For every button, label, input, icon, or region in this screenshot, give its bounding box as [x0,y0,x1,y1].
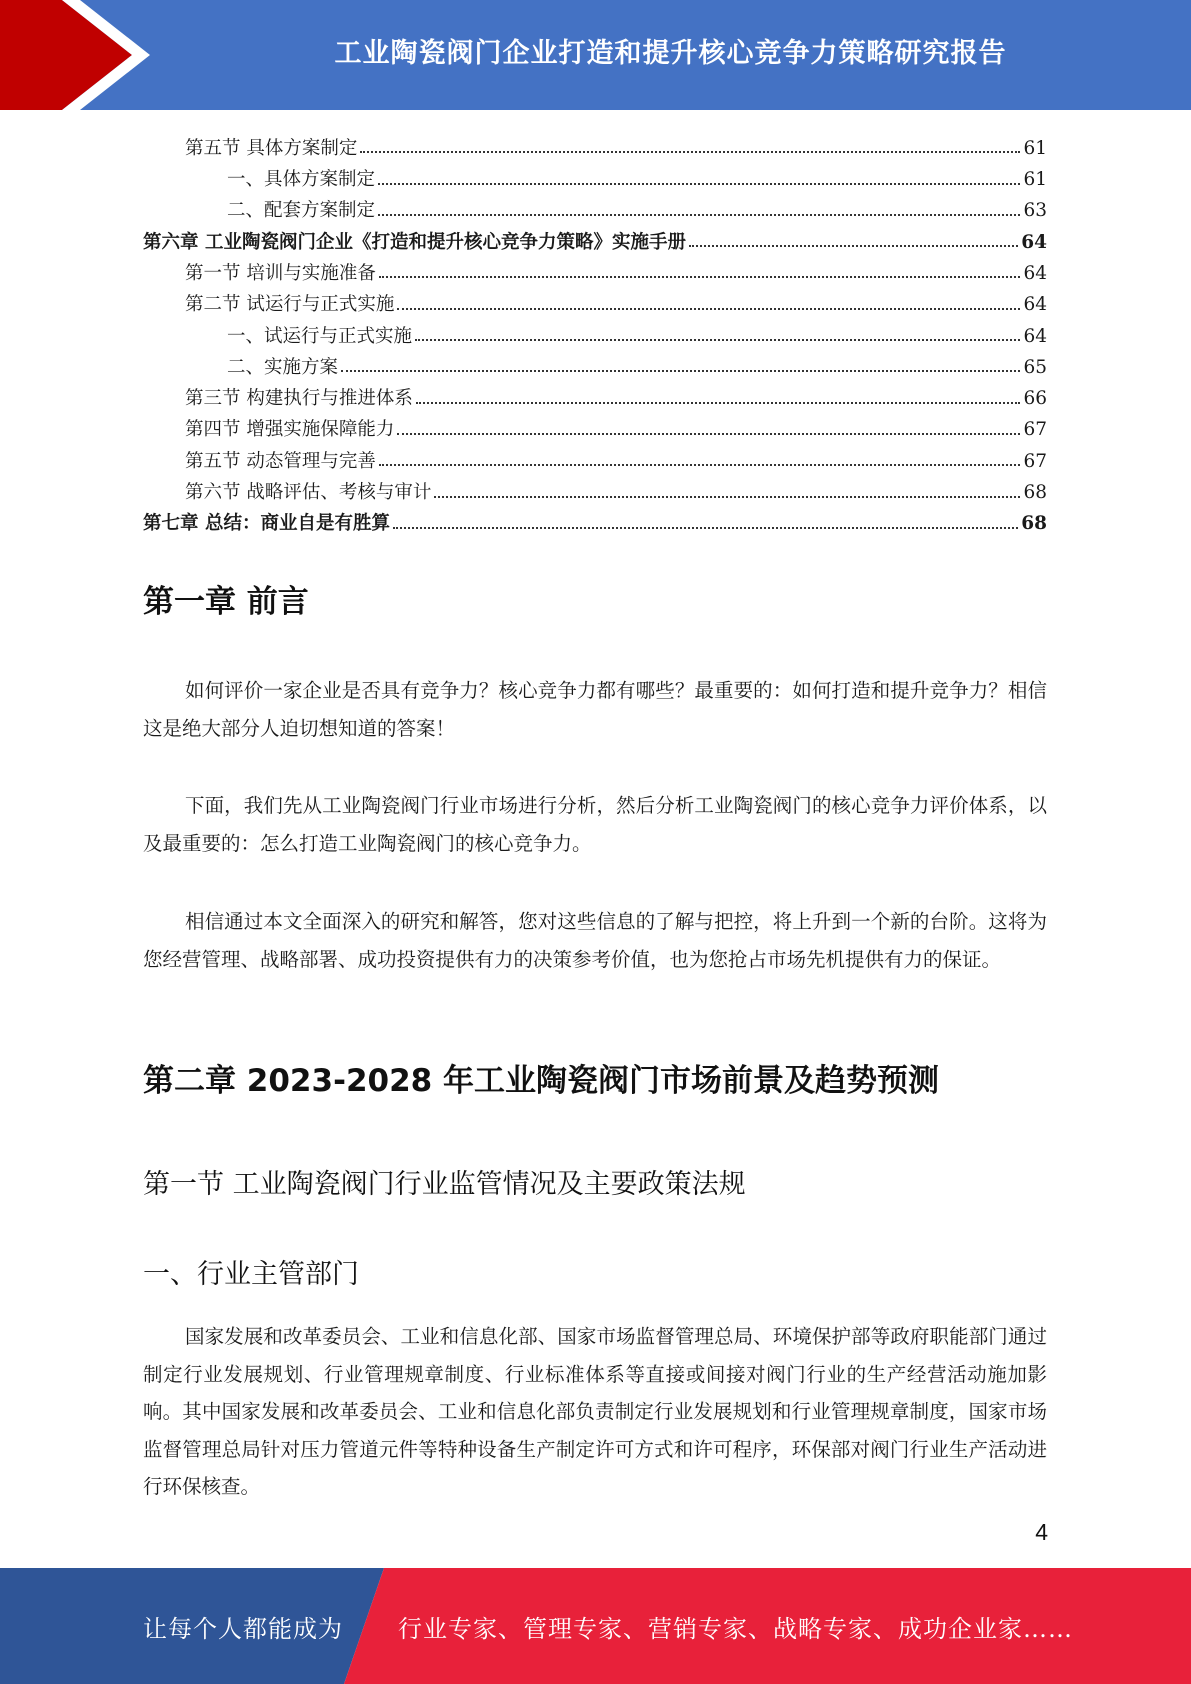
toc-entry[interactable] [143,503,1047,534]
toc-entry-label: 第六节 战略评估、考核与审计 [185,482,432,504]
toc-entry-label: 第七章 总结：商业自是有胜算 [143,513,390,535]
footer-slogan-right: 行业专家、管理专家、营销专家、战略专家、成功企业家…… [398,1614,1073,1643]
toc-entry-label: 第四节 增强实施保障能力 [185,419,395,441]
toc-entry-page: 68 [1023,482,1047,504]
toc-dot-leader [416,402,1021,404]
subsection-title: 一、行业主管部门 [143,1259,359,1290]
toc-entry-label: 第五节 具体方案制定 [185,137,358,159]
toc-entry[interactable] [143,377,1047,408]
toc-entry[interactable] [143,190,1047,221]
toc-entry-label: 一、试运行与正式实施 [227,325,413,347]
chapter1-paragraph-2: 下面，我们先从工业陶瓷阀门行业市场进行分析，然后分析工业陶瓷阀门的核心竞争力评价体系，以及最重要的：怎么打造工业陶瓷阀门的核心竞争力。 [143,794,1047,855]
toc-entry[interactable] [143,409,1047,440]
toc-entry[interactable] [143,221,1047,252]
toc-entry-label: 一、具体方案制定 [227,169,376,191]
page-header [0,0,1191,110]
toc-entry-page: 67 [1023,450,1047,472]
toc-dot-leader [393,527,1018,529]
chapter1-title: 第一章 前言 [143,584,309,620]
toc-entry-label: 二、实施方案 [227,356,339,378]
toc-entry[interactable] [143,346,1047,377]
toc-entry-label: 第六章 工业陶瓷阀门企业《打造和提升核心竞争力策略》实施手册 [143,231,686,253]
chapter1-paragraph-3: 相信通过本文全面深入的研究和解答，您对这些信息的了解与把控，将上升到一个新的台阶。这将为您经营管理、战略部署、成功投资提供有力的决策参考价值，也为您抢占市场先机提供有力的保证。 [143,910,1047,971]
toc-entry[interactable] [143,127,1047,158]
toc-entry-label: 第三节 构建执行与推进体系 [185,388,413,410]
toc-entry-label: 第二节 试运行与正式实施 [185,294,395,316]
toc-entry[interactable] [143,158,1047,189]
toc-dot-leader [378,183,1020,185]
toc-entry[interactable] [143,252,1047,283]
toc-entry-label: 二、配套方案制定 [227,200,376,222]
toc-dot-leader [379,464,1021,466]
toc-dot-leader [378,214,1020,216]
toc-entry-page: 68 [1021,513,1047,535]
toc-dot-leader [397,308,1020,310]
toc-entry[interactable] [143,315,1047,346]
chapter2-paragraph: 国家发展和改革委员会、工业和信息化部、国家市场监督管理总局、环境保护部等政府职能部门通过制定行业发展规划、行业管理规章制度、行业标准体系等直接或间接对阀门行业的生产经营活动施加影响。其中国家发展和改革委员会、工业和信息化部负责制定行业发展规划和行业管理规章制度，国家市场监督管理总局针对压力管道元件等特种设备生产制定许可方式和许可程序，环保部对阀门行业生产活动进行环保核查。 [143,1325,1047,1498]
toc-entry-page: 61 [1023,169,1047,191]
toc-entry-page: 63 [1023,200,1047,222]
table-of-contents [143,127,1047,534]
toc-entry-page: 66 [1023,388,1047,410]
toc-entry-page: 64 [1023,294,1047,316]
toc-entry-page: 64 [1023,262,1047,284]
toc-dot-leader [341,370,1020,372]
toc-dot-leader [434,496,1020,498]
footer-slogan-left: 让每个人都能成为 [143,1614,343,1643]
toc-entry-label: 第一节 培训与实施准备 [185,262,376,284]
toc-dot-leader [415,339,1020,341]
toc-dot-leader [379,276,1021,278]
toc-entry-page: 64 [1021,231,1047,253]
toc-entry-page: 65 [1023,356,1047,378]
toc-entry-label: 第五节 动态管理与完善 [185,450,376,472]
toc-entry[interactable] [143,283,1047,314]
toc-dot-leader [397,433,1020,435]
toc-entry-page: 67 [1023,419,1047,441]
header-title: 工业陶瓷阀门企业打造和提升核心竞争力策略研究报告 [334,37,1007,69]
page-number: 4 [1035,1519,1048,1545]
toc-entry-page: 64 [1023,325,1047,347]
toc-dot-leader [360,151,1020,153]
toc-dot-leader [689,245,1018,247]
section-title: 第一节 工业陶瓷阀门行业监管情况及主要政策法规 [143,1169,746,1200]
chapter2-title: 第二章 2023-2028 年工业陶瓷阀门市场前景及趋势预测 [143,1063,940,1099]
page-footer [0,1568,1191,1684]
chapter1-paragraph-1: 如何评价一家企业是否具有竞争力？核心竞争力都有哪些？最重要的：如何打造和提升竞争力？相信这是绝大部分人迫切想知道的答案！ [143,679,1047,740]
toc-entry-page: 61 [1023,137,1047,159]
toc-entry[interactable] [143,440,1047,471]
toc-entry[interactable] [143,471,1047,502]
